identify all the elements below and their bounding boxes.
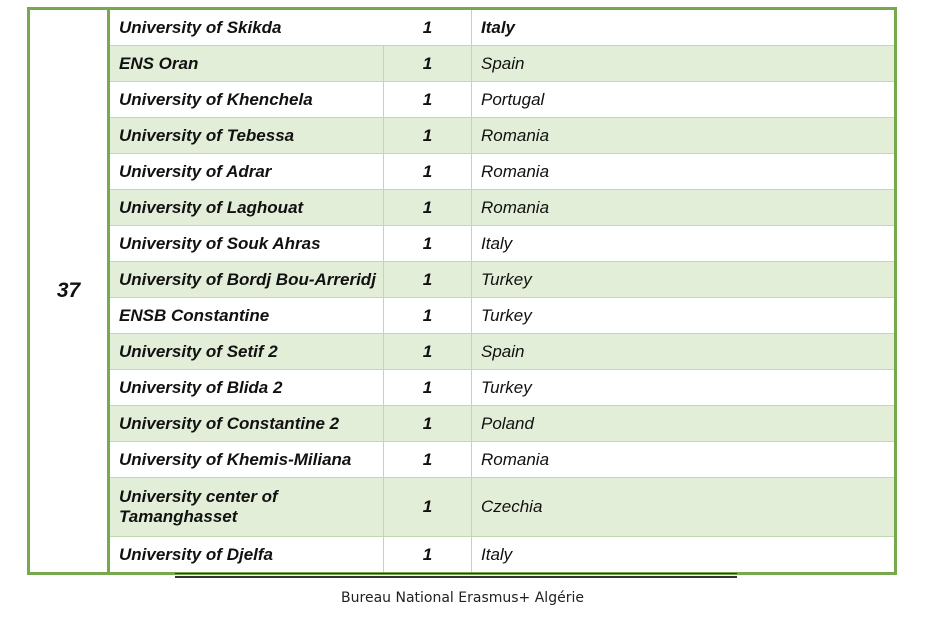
country-cell: Portugal <box>472 82 896 118</box>
institution-cell: ENSB Constantine <box>109 298 384 334</box>
count-cell: 1 <box>384 82 472 118</box>
count-cell: 1 <box>384 298 472 334</box>
country-cell: Turkey <box>472 262 896 298</box>
count-cell: 1 <box>384 442 472 478</box>
count-cell: 1 <box>384 118 472 154</box>
table-row <box>29 298 896 334</box>
institution-cell: ENS Oran <box>109 46 384 82</box>
count-cell: 1 <box>384 370 472 406</box>
institution-cell: University of Skikda <box>109 9 384 46</box>
footer-divider-bottom <box>175 576 737 578</box>
footer-text: Bureau National Erasmus+ Algérie <box>341 590 584 606</box>
institution-cell: University of Khemis-Miliana <box>109 442 384 478</box>
count-cell: 1 <box>384 406 472 442</box>
group-number: 37 <box>29 9 109 574</box>
country-cell: Czechia <box>472 478 896 537</box>
count-cell: 1 <box>384 226 472 262</box>
count-cell: 1 <box>384 154 472 190</box>
count-cell: 1 <box>384 478 472 537</box>
country-cell: Italy <box>472 226 896 262</box>
count-cell: 1 <box>384 9 472 46</box>
mobility-table <box>27 7 897 575</box>
table-row <box>29 406 896 442</box>
institution-cell: University of Adrar <box>109 154 384 190</box>
count-cell: 1 <box>384 46 472 82</box>
institution-cell: University of Tebessa <box>109 118 384 154</box>
country-cell: Spain <box>472 334 896 370</box>
country-cell: Poland <box>472 406 896 442</box>
institution-cell: University of Khenchela <box>109 82 384 118</box>
table-row <box>29 370 896 406</box>
table-row <box>29 226 896 262</box>
institution-cell: University of Souk Ahras <box>109 226 384 262</box>
count-cell: 1 <box>384 334 472 370</box>
table-row <box>29 190 896 226</box>
country-cell: Turkey <box>472 370 896 406</box>
table-row <box>29 262 896 298</box>
table-row <box>29 9 896 46</box>
country-cell: Romania <box>472 190 896 226</box>
institution-cell: University of Bordj Bou-Arreridj <box>109 262 384 298</box>
table-row <box>29 154 896 190</box>
institution-cell: University of Laghouat <box>109 190 384 226</box>
institution-cell: University of Djelfa <box>109 537 384 574</box>
country-cell: Romania <box>472 118 896 154</box>
country-cell: Italy <box>472 9 896 46</box>
country-cell: Italy <box>472 537 896 574</box>
institution-cell: University center of Tamanghasset <box>109 478 384 537</box>
table-row <box>29 82 896 118</box>
table-row <box>29 334 896 370</box>
country-cell: Romania <box>472 442 896 478</box>
table-row <box>29 478 896 537</box>
country-cell: Turkey <box>472 298 896 334</box>
footer-divider-top <box>175 573 737 574</box>
table-row <box>29 46 896 82</box>
institution-cell: University of Blida 2 <box>109 370 384 406</box>
table-row <box>29 442 896 478</box>
count-cell: 1 <box>384 537 472 574</box>
country-cell: Spain <box>472 46 896 82</box>
table-row <box>29 118 896 154</box>
institution-cell: University of Setif 2 <box>109 334 384 370</box>
count-cell: 1 <box>384 190 472 226</box>
institution-cell: University of Constantine 2 <box>109 406 384 442</box>
count-cell: 1 <box>384 262 472 298</box>
table-row <box>29 537 896 574</box>
country-cell: Romania <box>472 154 896 190</box>
